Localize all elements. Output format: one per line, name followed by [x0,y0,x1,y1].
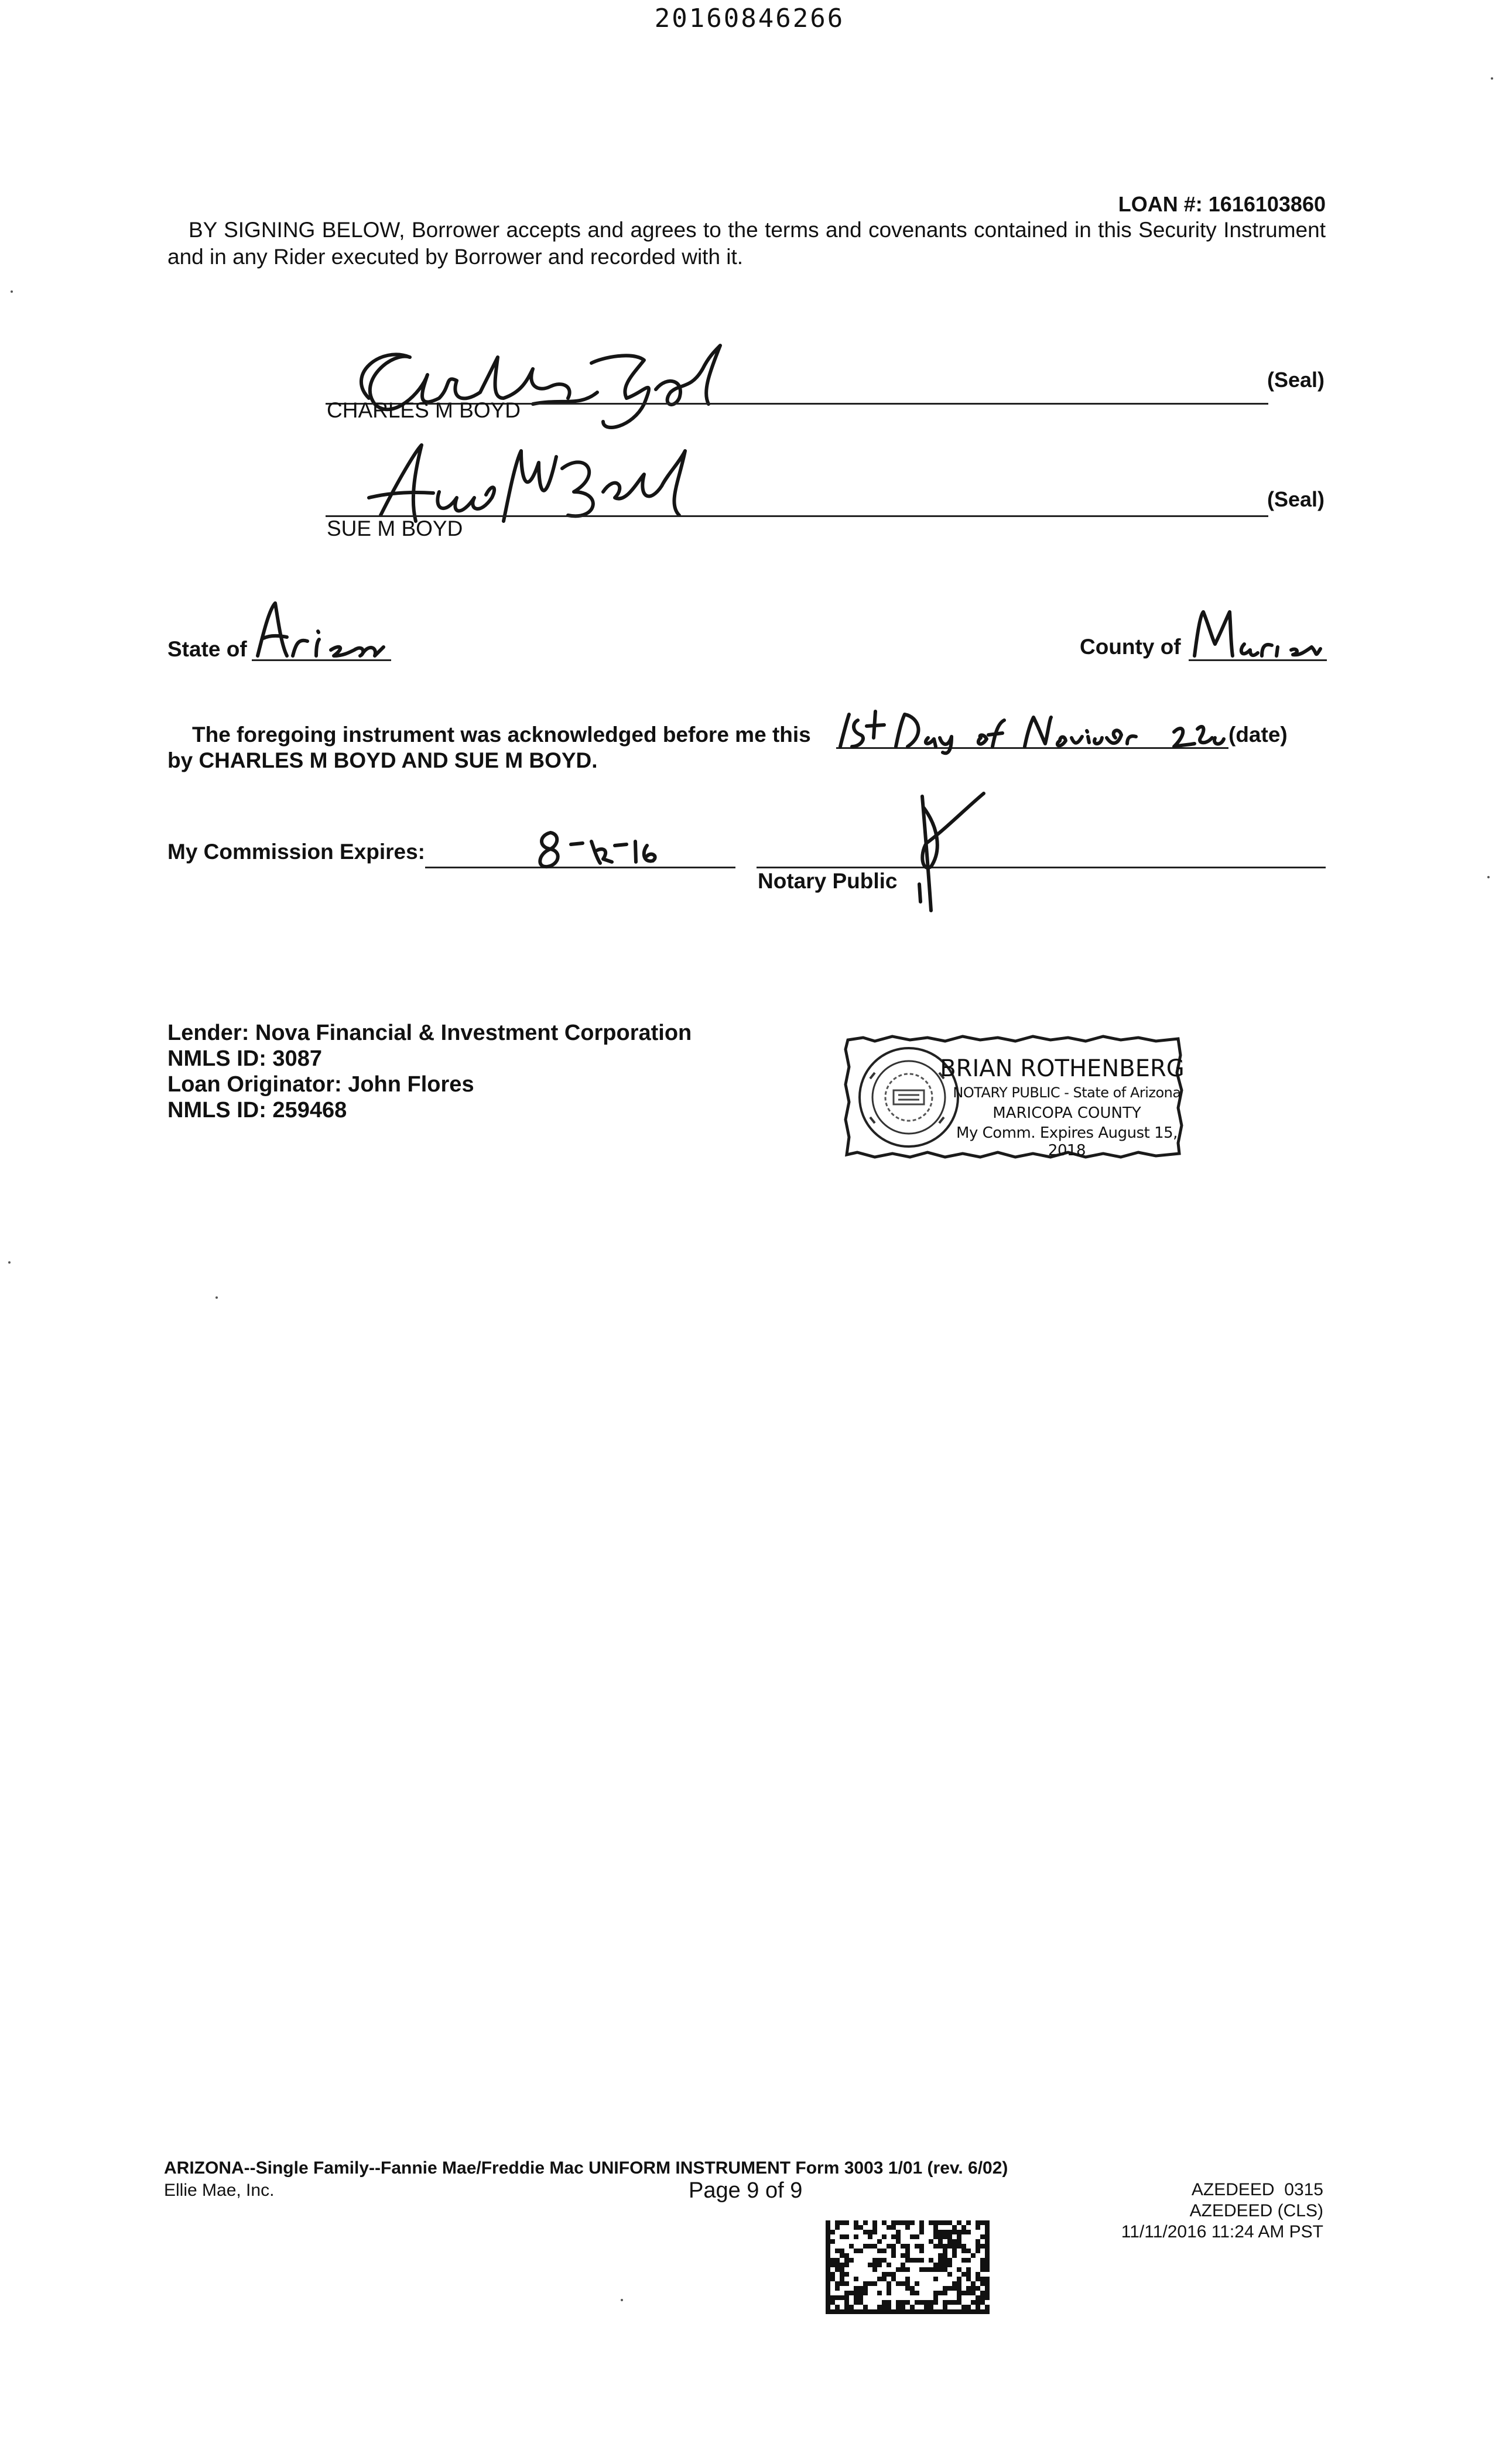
vendor-name: Ellie Mae, Inc. [164,2181,275,2200]
footer-timestamp: 11/11/2016 11:24 AM PST [1121,2222,1323,2241]
seal-label-1: (Seal) [1267,368,1325,392]
notary-public-label: Notary Public [758,869,898,893]
stamp-title: NOTARY PUBLIC - State of Arizona [953,1084,1181,1101]
stamp-expiration: My Comm. Expires August 15, 2018 [956,1124,1178,1159]
lender-name: Lender: Nova Financial & Investment Corporation [167,1021,692,1045]
document-number: 20160846266 [654,4,845,33]
county-label: County of [1080,635,1181,659]
scan-speck [621,2299,623,2301]
date-value [831,703,1230,755]
loan-number-line [1118,192,1326,217]
signature-line-2 [326,515,1268,517]
scan-speck [215,1296,218,1299]
signer-name-2: SUE M BOYD [327,516,463,540]
form-code-1: AZEDEED 0315 [1191,2180,1323,2199]
lender-block [167,1020,692,1123]
document-barcode [826,2220,990,2314]
county-value [1189,603,1329,662]
form-code-2: AZEDEED (CLS) [1189,2201,1323,2220]
commission-value [527,827,679,874]
date-label: (date) [1228,723,1288,747]
scan-speck [8,1261,11,1264]
acknowledged-by: by CHARLES M BOYD AND SUE M BOYD. [167,748,598,772]
notary-stamp [840,1032,1187,1162]
state-value [252,597,392,662]
originator-nmls: NMLS ID: 259468 [167,1098,347,1123]
signer-name-1: CHARLES M BOYD [327,398,521,422]
acknowledgment-text: The foregoing instrument was acknowledged before me this [192,723,811,747]
stamp-notary-name: BRIAN ROTHENBERG [940,1055,1185,1082]
state-label: State of [167,637,247,661]
form-codes [1121,2179,1323,2243]
loan-originator: Loan Originator: John Flores [167,1072,474,1097]
notary-signature-line [757,867,1326,868]
loan-number: 1616103860 [1208,192,1326,216]
stamp-county: MARICOPA COUNTY [993,1104,1141,1122]
seal-label-2: (Seal) [1267,487,1325,511]
lender-nmls: NMLS ID: 3087 [167,1046,322,1071]
scan-speck [1487,876,1490,878]
commission-label: My Commission Expires: [167,840,426,864]
intro-paragraph: BY SIGNING BELOW, Borrower accepts and agrees to the terms and covenants contained in this Security Instrument and in any Rider executed by Borrower and recorded with it. [167,218,1326,269]
scan-speck [1491,77,1493,80]
page-number: Page 9 of 9 [689,2178,803,2203]
notary-signature [896,785,1001,919]
scan-speck [11,290,13,293]
form-description: ARIZONA--Single Family--Fannie Mae/Freddie Mac UNIFORM INSTRUMENT Form 3003 1/01 (rev. 6/02) [164,2158,1008,2178]
loan-label: LOAN #: [1118,192,1203,216]
